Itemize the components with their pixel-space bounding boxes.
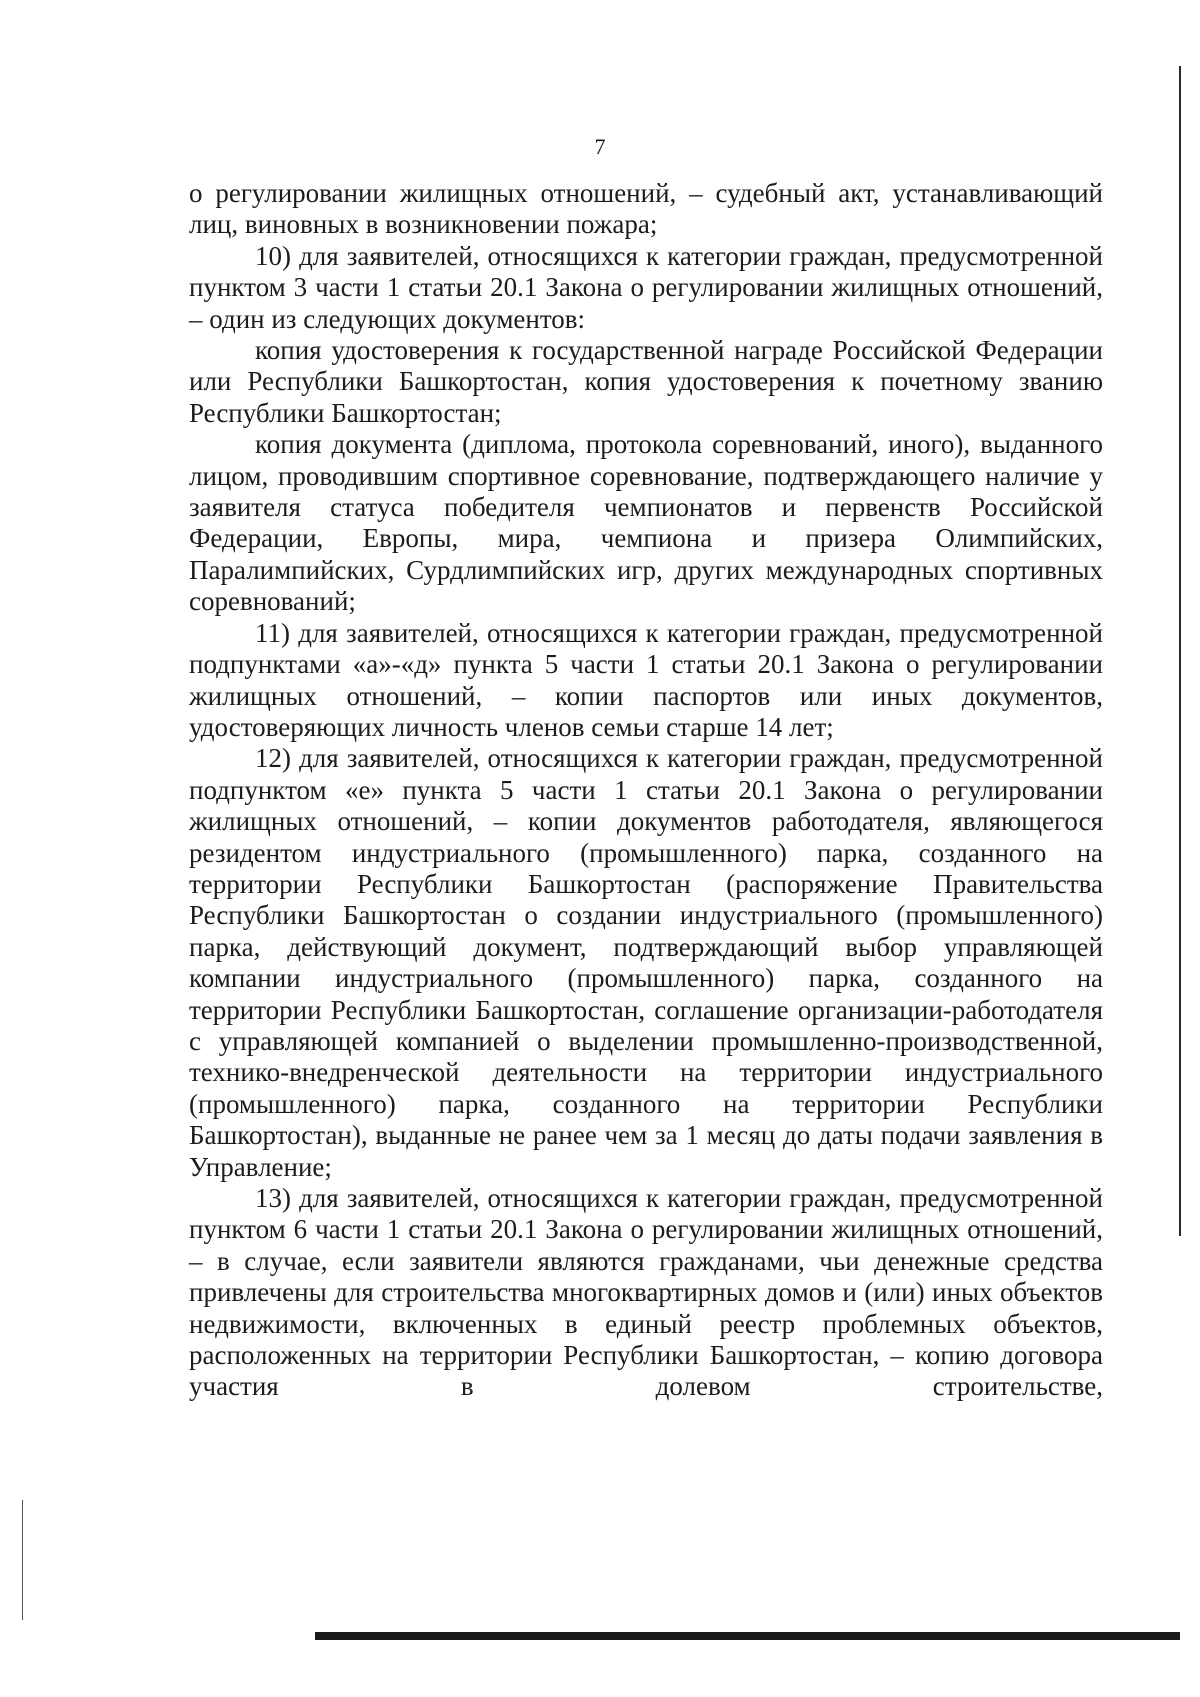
document-body [189, 178, 1103, 1403]
paragraph: 13) для заявителей, относящихся к категории граждан, предусмотренной пунктом 6 части 1 статьи 20.1 Закона о регулировании жилищных отношений, – в случае, если заявители являются гражданами, чьи денежные средства привлечены для строительства многоквартирных домов и (или) иных объектов недвижимости, включенных в единый реестр проблемных объектов, расположенных на территории Республики Башкортостан, – копию договора участия в долевом строительстве, [189, 1183, 1103, 1402]
paragraph: 10) для заявителей, относящихся к категории граждан, предусмотренной пунктом 3 части 1 статьи 20.1 Закона о регулировании жилищных отношений, – один из следующих документов: [189, 240, 1103, 334]
paragraph: копия документа (диплома, протокола соревнований, иного), выданного лицом, проводившим спортивное соревнование, подтверждающего наличие у заявителя статуса победителя чемпионатов и первенств Российской Федерации, Европы, мира, чемпиона и призера Олимпийских, Паралимпийских, Сурдлимпийских игр, других международных спортивных соревнований; [189, 429, 1103, 617]
paragraph: 11) для заявителей, относящихся к категории граждан, предусмотренной подпунктами «а»-«д» пункта 5 части 1 статьи 20.1 Закона о регулировании жилищных отношений, – копии паспортов или иных документов, удостоверяющих личность членов семьи старше 14 лет; [189, 617, 1103, 742]
scan-edge-line [22, 1500, 23, 1620]
paragraph: о регулировании жилищных отношений, – судебный акт, устанавливающий лиц, виновных в возникновении пожара; [189, 178, 1103, 240]
page-number: 7 [594, 134, 606, 159]
scan-bottom-bar [315, 1632, 1180, 1640]
scan-edge-line [1179, 66, 1181, 1236]
paragraph: 12) для заявителей, относящихся к категории граждан, предусмотренной подпунктом «е» пункта 5 части 1 статьи 20.1 Закона о регулировании жилищных отношений, – копии документов работодателя, являющегося резидентом индустриального (промышленного) парка, созданного на территории Республики Башкортостан (распоряжение Правительства Республики Башкортостан о создании индустриального (промышленного) парка, действующий документ, подтверждающий выбор управляющей компании индустриального (промышленного) парка, созданного на территории Республики Башкортостан, соглашение организации-работодателя с управляющей компанией о выделении промышленно-производственной, технико-внедренческой деятельности на территории индустриального (промышленного) парка, созданного на территории Республики Башкортостан), выданные не ранее чем за 1 месяц до даты подачи заявления в Управление; [189, 743, 1103, 1182]
paragraph: копия удостоверения к государственной награде Российской Федерации или Республики Башкортостан, копия удостоверения к почетному званию Республики Башкортостан; [189, 335, 1103, 428]
